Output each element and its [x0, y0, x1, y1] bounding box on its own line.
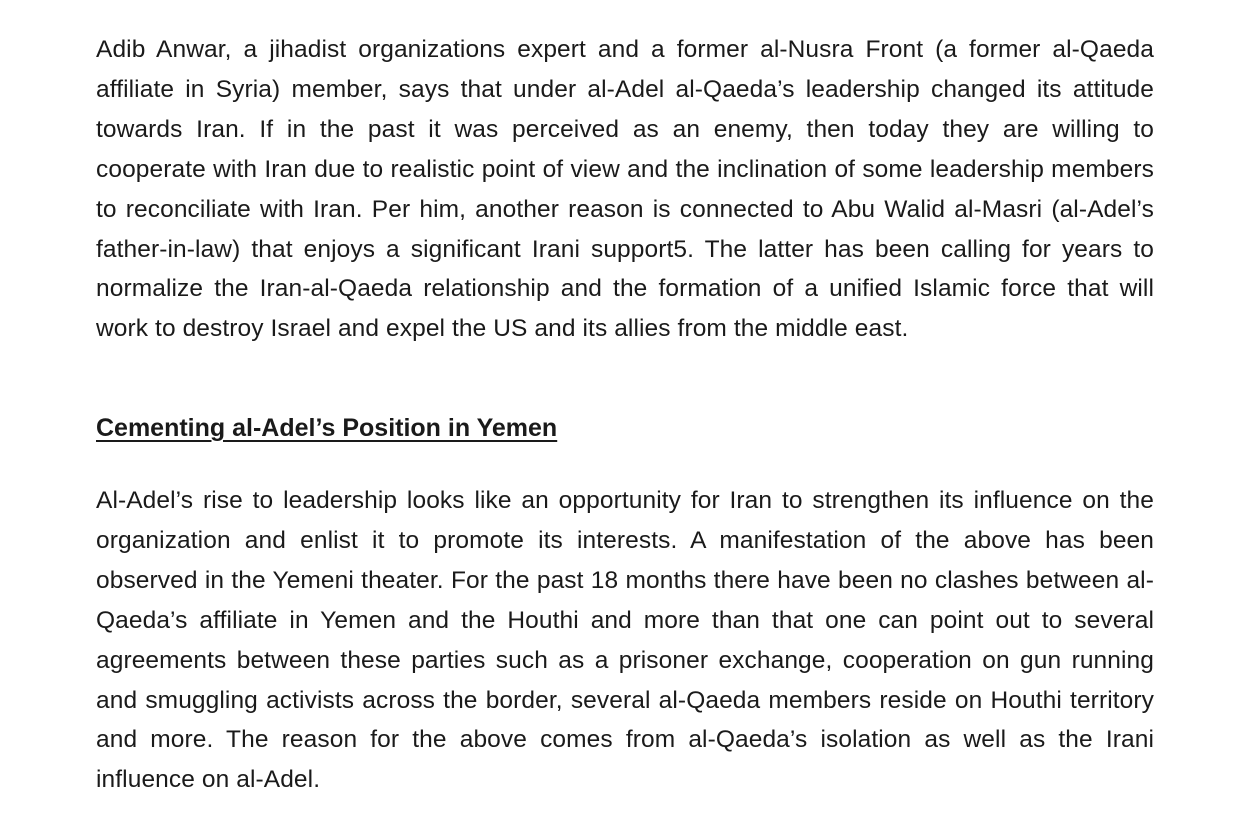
paragraph-anwar-quote: Adib Anwar, a jihadist organizations expert and a former al-Nusra Front (a former al-Qaeda affiliate in Syria) member, says that under al-Adel al-Qaeda’s leadership changed its attitude towards Iran. If in the past it was perceived as an enemy, then today they are willing to cooperate with Iran due to realistic point of view and the inclination of some leadership members to reconciliate with Iran. Per him, another reason is connected to Abu Walid al-Masri (al-Adel’s father-in-law) that enjoys a significant Irani support5. The latter has been calling for years to normalize the Iran-al-Qaeda relationship and the formation of a unified Islamic force that will work to destroy Israel and expel the US and its allies from the middle east. — [96, 36, 1154, 343]
section-heading-block — [96, 414, 557, 443]
section-body — [96, 481, 1154, 800]
paragraph-yemen: Al-Adel’s rise to leadership looks like an opportunity for Iran to strengthen its influence on the organization and enlist it to promote its interests. A manifestation of the above has been observed in the Yemeni theater. For the past 18 months there have been no clashes between al-Qaeda’s affiliate in Yemen and the Houthi and more than that one can point out to several agreements between these parties such as a prisoner exchange, cooperation on gun running and smuggling activists across the border, several al-Qaeda members reside on Houthi territory and more. The reason for the above comes from al-Qaeda’s isolation as well as the Irani influence on al-Adel. — [96, 487, 1154, 794]
document-body — [96, 30, 1154, 349]
section-heading: Cementing al-Adel’s Position in Yemen — [96, 414, 558, 442]
